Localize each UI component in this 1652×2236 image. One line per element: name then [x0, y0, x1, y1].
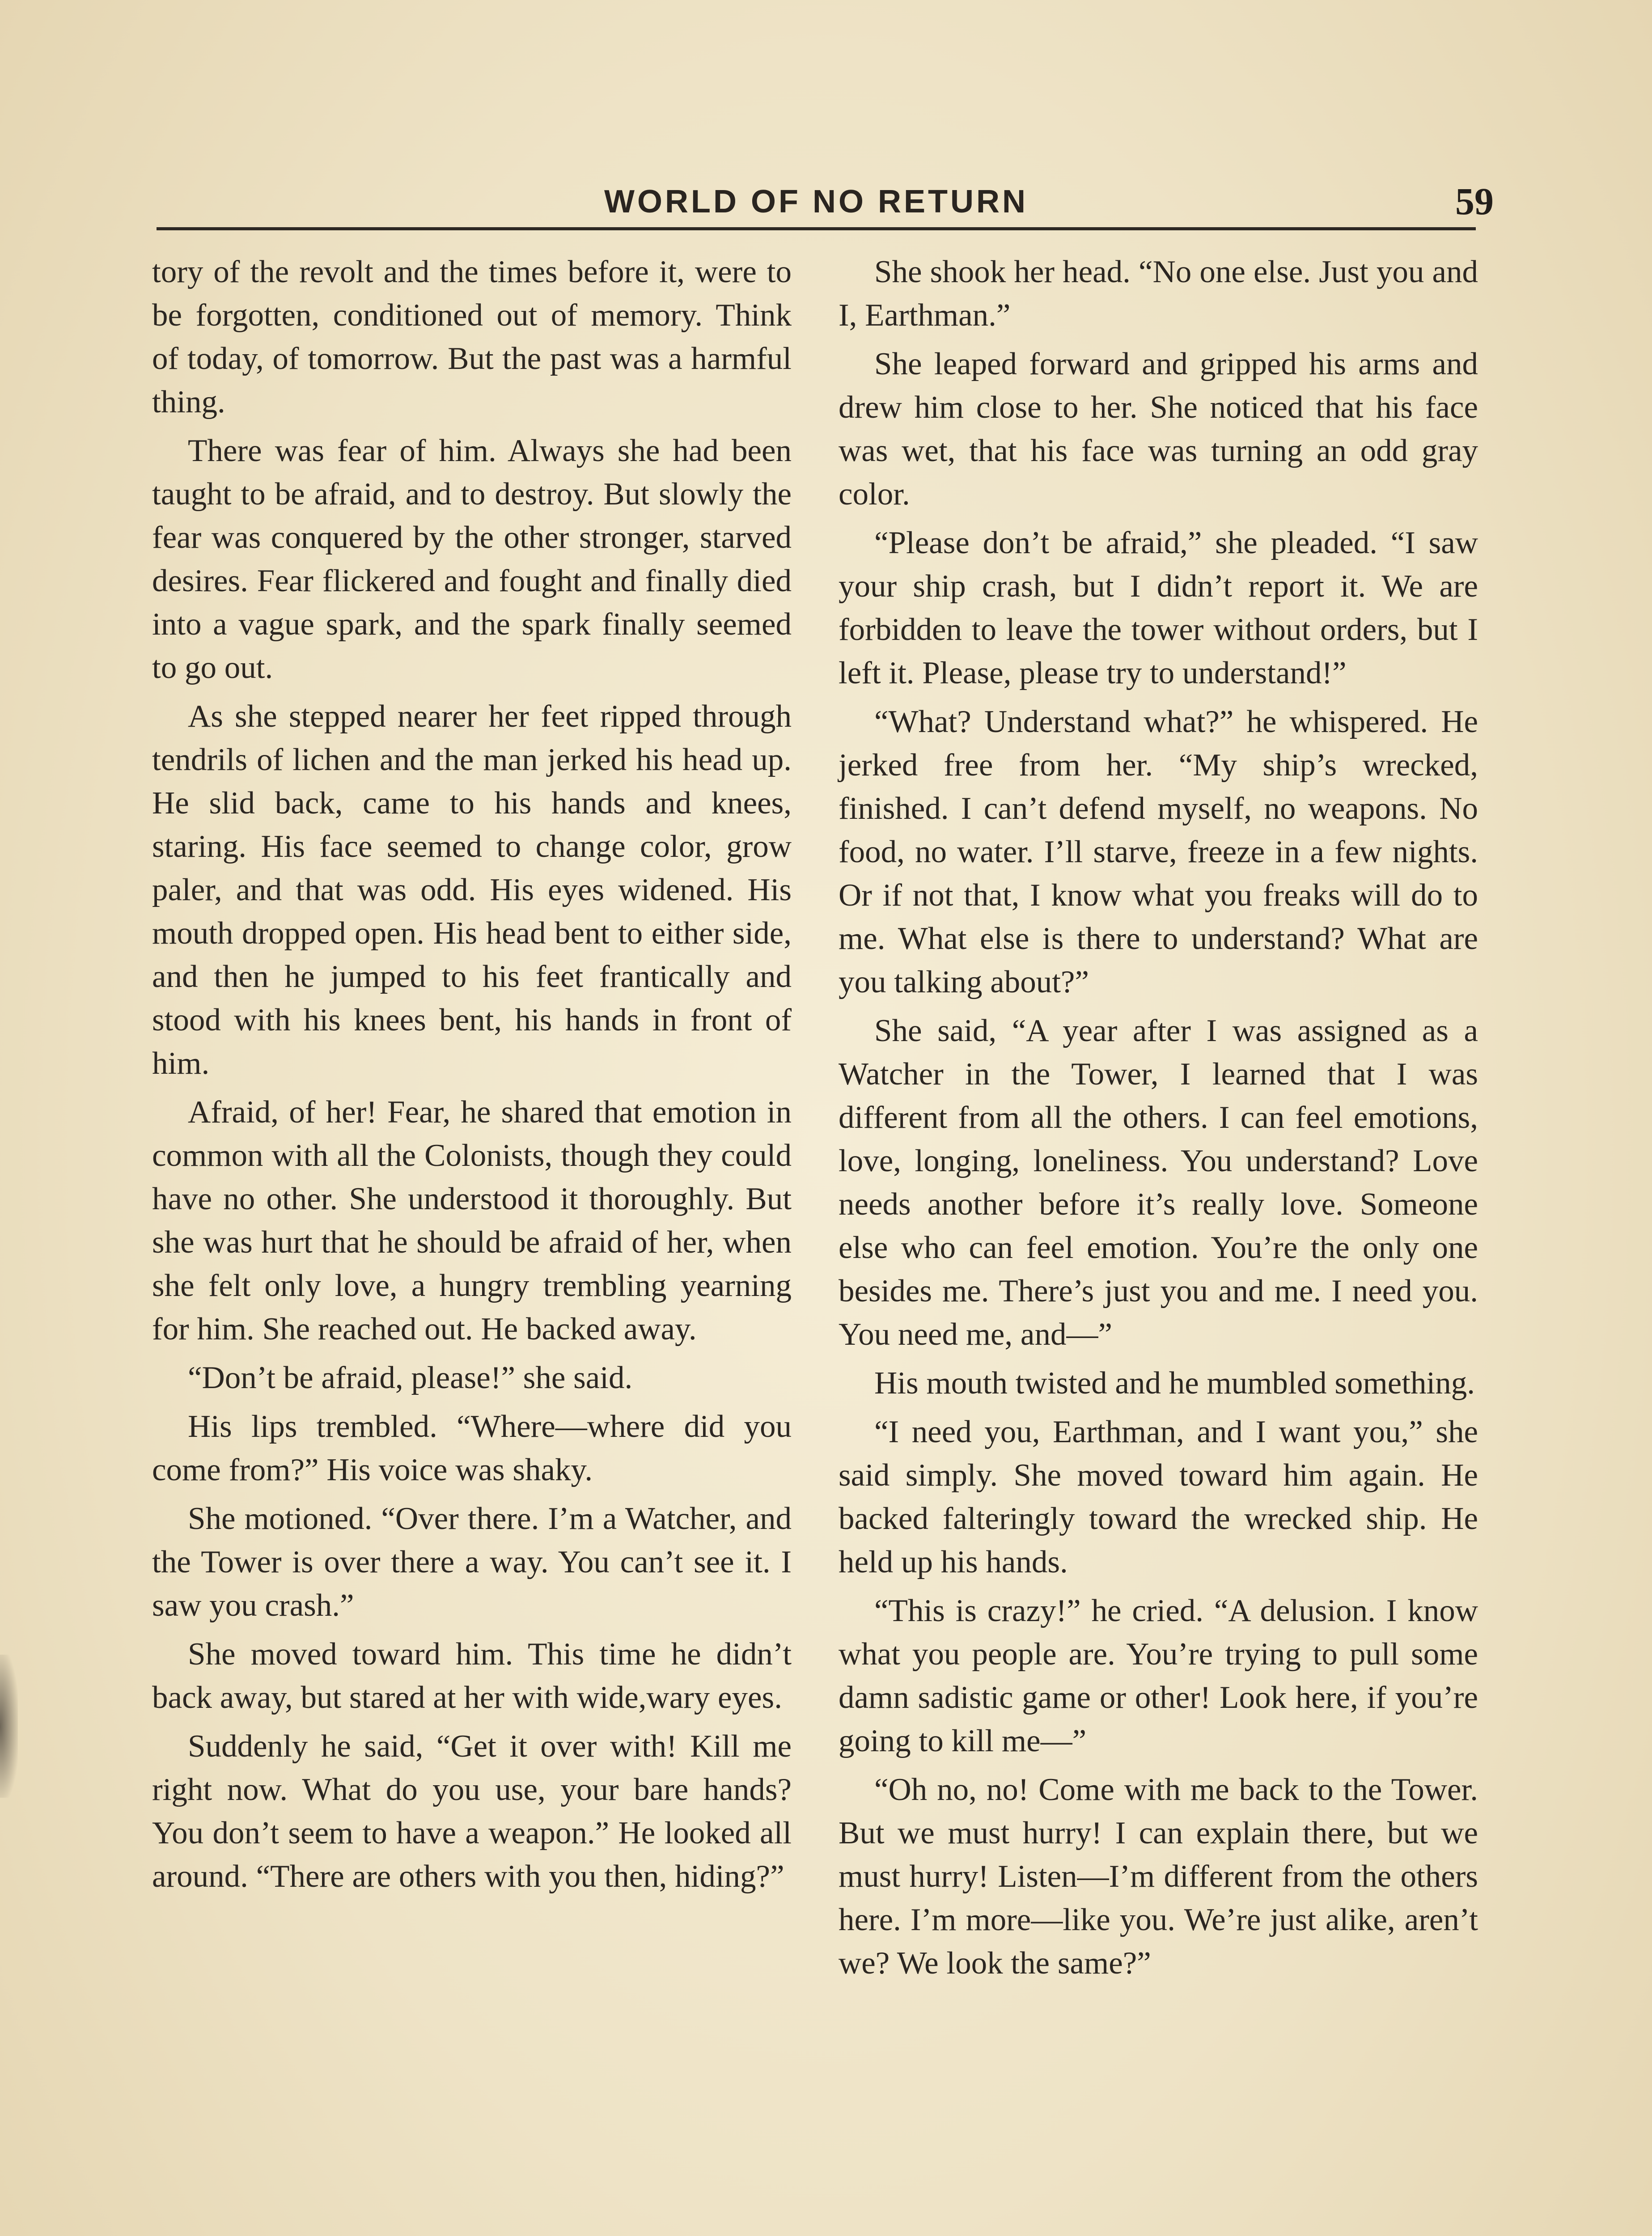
paragraph: There was fear of him. Always she had been taught to be afraid, and to destroy. But slowly the fear was conquered by the other stronger, starved desires. Fear flickered and fought and finally died into a vague spark, and the spark finally seemed to go out. — [152, 433, 792, 685]
running-title: WORLD OF NO RETURN — [604, 184, 1028, 220]
paragraph: “Oh no, no! Come with me back to the Tower. But we must hurry! I can explain there, but we must hurry! Listen—I’m different from the others here. I’m more—like you. We’re just alike, aren’t we? We look the same?” — [839, 1772, 1478, 1981]
paragraph: “This is crazy!” he cried. “A delusion. I know what you people are. You’re trying to pull some damn sadistic game or other! Look here, if you’re going to kill me—” — [839, 1593, 1478, 1758]
left-column — [152, 250, 792, 1904]
paragraph: tory of the revolt and the times before it, were to be forgotten, conditioned out of memory. Think of today, of tomorrow. But the past was a harmful thing. — [152, 254, 792, 419]
paragraph: She shook her head. “No one else. Just you and I, Earthman.” — [839, 254, 1478, 333]
paragraph: She said, “A year after I was assigned as a Watcher in the Tower, I learned that I was different from all the others. I can feel emotions, love, longing, loneliness. You understand? Love needs another before it’s really love. Someone else who can feel emotion. You’re the only one besides me. There’s just you and me. I need you. You need me, and—” — [839, 1013, 1478, 1352]
paragraph: His lips trembled. “Where—where did you come from?” His voice was shaky. — [152, 1409, 792, 1487]
paragraph: Suddenly he said, “Get it over with! Kill me right now. What do you use, your bare hands? You don’t seem to have a weapon.” He looked all around. “There are others with you then, hiding?” — [152, 1729, 792, 1894]
paragraph: She leaped forward and gripped his arms and drew him close to her. She noticed that his face was wet, that his face was turning an odd gray color. — [839, 347, 1478, 512]
paragraph: Afraid, of her! Fear, he shared that emotion in common with all the Colonists, though they could have no other. She understood it thoroughly. But she was hurt that he should be afraid of her, when she felt only love, a hungry trembling yearning for him. She reached out. He backed away. — [152, 1095, 792, 1347]
right-column — [839, 250, 1478, 1990]
binding-shadow — [0, 1655, 18, 1798]
paragraph: As she stepped nearer her feet ripped through tendrils of lichen and the man jerked his head up. He slid back, came to his hands and knees, staring. His face seemed to change color, grow paler, and that was odd. His eyes widened. His mouth dropped open. His head bent to either side, and then he jumped to his feet frantically and stood with his knees bent, his hands in front of him. — [152, 699, 792, 1081]
paragraph: She motioned. “Over there. I’m a Watcher, and the Tower is over there a way. You can’t see it. I saw you crash.” — [152, 1501, 792, 1623]
paragraph: “I need you, Earthman, and I want you,” she said simply. She moved toward him again. He backed falteringly toward the wrecked ship. He held up his hands. — [839, 1414, 1478, 1580]
page-number: 59 — [1455, 180, 1494, 223]
header-rule — [157, 227, 1476, 230]
page-header — [157, 179, 1494, 228]
paragraph: His mouth twisted and he mumbled something. — [874, 1366, 1475, 1401]
paragraph: “What? Understand what?” he whispered. He jerked free from her. “My ship’s wrecked, finished. I can’t defend myself, no weapons. No food, no water. I’ll starve, freeze in a few nights. Or if not that, I know what you freaks will do to me. What else is there to understand? What are you talking about?” — [839, 704, 1478, 999]
paragraph: She moved toward him. This time he didn’t back away, but stared at her with wide,wary eyes. — [152, 1637, 792, 1715]
paragraph: “Don’t be afraid, please!” she said. — [188, 1360, 633, 1395]
paragraph: “Please don’t be afraid,” she pleaded. “I saw your ship crash, but I didn’t report it. We are forbidden to leave the tower without orders, but I left it. Please, please try to understand!” — [839, 525, 1478, 690]
